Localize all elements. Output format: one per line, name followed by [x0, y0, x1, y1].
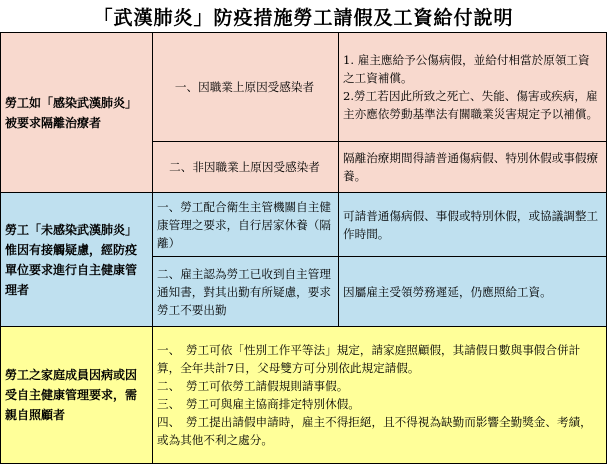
detail-cell [339, 142, 607, 193]
table-row [1, 33, 607, 142]
table-row [1, 327, 607, 464]
detail-text: 1. 雇主應給予公傷病假，並給付相當於原領工資之工資補償。 [343, 53, 590, 85]
page-title: 「武漢肺炎」防疫措施勞工請假及工資給付說明 [93, 6, 514, 29]
category-employer-request: 二、雇主認為勞工已收到自主管理通知書，對其出勤有所疑慮，要求勞工不要出勤 [153, 257, 339, 327]
detail-text: 二、 勞工可依勞工請假規則請事假。 [157, 379, 349, 393]
section-label-family-care: 勞工之家庭成員因病或因受自主健康管理要求，需親自照顧者 [1, 327, 153, 464]
detail-text: 隔離治療期間得請普通傷病假、特別休假或事假療養。 [343, 151, 599, 183]
detail-text: 因屬雇主受領勞務遲延，仍應照給工資。 [343, 284, 552, 299]
detail-cell [339, 257, 607, 327]
table-row [1, 193, 607, 257]
leave-policy-table [0, 32, 607, 464]
category-occupational: 一、因職業上原因受感染者 [153, 33, 339, 142]
category-non-occupational: 二、非因職業上原因受感染者 [153, 142, 339, 193]
detail-text: 一、 勞工可依「性別工作平等法」規定，請家庭照顧假，其請假日數與事假合併計算，全年共計7日，父母雙方可分別依此規定請假。 [157, 343, 581, 375]
detail-cell [153, 327, 607, 464]
detail-cell [339, 33, 607, 142]
section-label-self-health-management: 勞工「未感染武漢肺炎」惟因有接觸疑慮，經防疫單位要求進行自主健康管理者 [1, 193, 153, 327]
section-label-infected: 勞工如「感染武漢肺炎」被要求隔離治療者 [1, 33, 153, 193]
detail-text: 三、 勞工可與雇主協商排定特別休假。 [157, 397, 360, 411]
detail-text: 可請普通傷病假、事假或特別休假，或協議調整工作時間。 [343, 208, 599, 241]
category-home-quarantine: 一、勞工配合衛生主管機關自主健康管理之要求，自行居家休養（隔離） [153, 193, 339, 257]
detail-text: 四、 勞工提出請假申請時，雇主不得拒絕，且不得視為缺勤而影響全勤獎金、考績，或為其他不利之處分。 [157, 415, 592, 447]
detail-text: 2.勞工若因此所致之死亡、失能、傷害或疾病，雇主亦應依勞動基準法有關職業災害規定予以補償。 [343, 89, 599, 121]
detail-cell [339, 193, 607, 257]
